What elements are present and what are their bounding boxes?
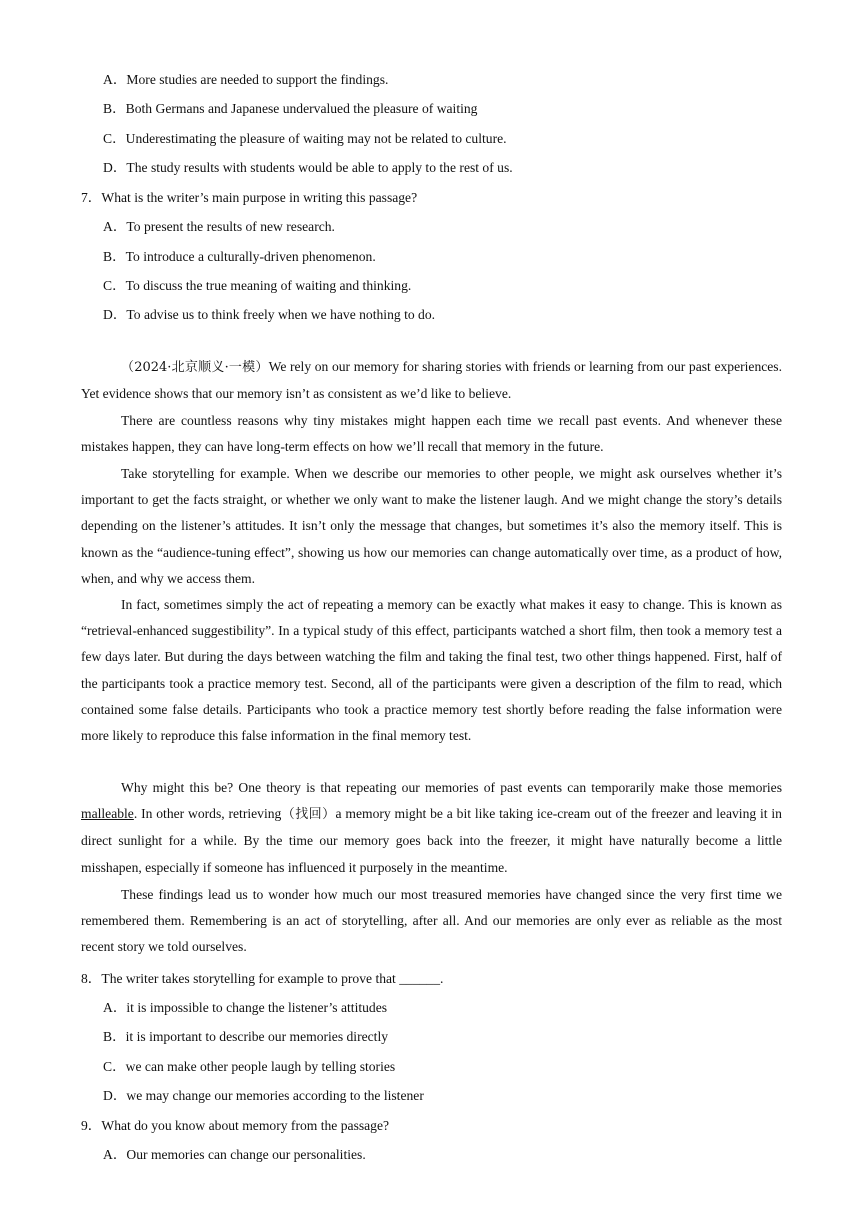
q8-stem: 8．The writer takes storytelling for example to prove that ______. [81, 971, 444, 986]
q7-option-d: D．To advise us to think freely when we have nothing to do. [103, 307, 436, 322]
passage-paragraph-2: There are countless reasons why tiny mistakes might happen each time we recall past events. And whenever these mistakes happen, they can have long-term effects on how we’ll recall that memory in the future. [81, 413, 782, 455]
passage-source: （2024·北京顺义·一模） [121, 360, 269, 375]
underlined-word: malleable [81, 806, 134, 822]
q8-option-c: C．we can make other people laugh by telling stories [103, 1059, 396, 1074]
q8-option-b: B．it is important to describe our memories directly [103, 1029, 389, 1044]
passage-paragraph-3: Take storytelling for example. When we describe our memories to other people, we might ask ourselves whether it’s important to get the facts straight, or whether we only want to make the listener laugh. And we might change the story’s details depending on the listener’s attitudes. It isn’t only the message that changes, but sometimes it’s also the memory itself. This is known as the “audience-tuning effect”, showing us how our memories can change automatically over time, as a product of how, when, and why we access them. [81, 466, 782, 586]
p5-middle: . In other words, retrieving [133, 806, 282, 822]
q8-option-d: D．we may change our memories according to the listener [103, 1088, 424, 1103]
q7-option-c: C．To discuss the true meaning of waiting and thinking. [103, 278, 412, 293]
q9-option-a: A．Our memories can change our personalities. [103, 1147, 366, 1162]
q6-option-d: D．The study results with students would be able to apply to the rest of us. [103, 160, 513, 175]
passage-p1-text: We rely on our memory for sharing stories with friends or learning from our past experiences. Yet evidence shows that our memory isn’t as consistent as we’d like to believe. [81, 359, 782, 402]
q6-option-c: C．Underestimating the pleasure of waiting may not be related to culture. [103, 131, 507, 146]
passage-paragraph-5 [81, 775, 782, 881]
q7-option-b: B．To introduce a culturally-driven phenomenon. [103, 249, 376, 264]
q7-stem: 7．What is the writer’s main purpose in writing this passage? [81, 190, 418, 205]
q9-stem: 9．What do you know about memory from the passage? [81, 1118, 390, 1133]
passage-paragraph-6: These findings lead us to wonder how much our most treasured memories have changed since the very first time we remembered them. Remembering is an act of storytelling, after all. And our memories are only ever as reliable as the most recent story we told ourselves. [81, 887, 782, 955]
passage-paragraph-4: In fact, sometimes simply the act of repeating a memory can be exactly what makes it easy to change. This is known as “retrieval-enhanced suggestibility”. In a typical study of this effect, participants watched a short film, then took a memory test a few days later. But during the days between watching the film and taking the final test, two other things happened. First, half of the participants took a practice memory test. Second, all of the participants were given a description of the film to read, which contained some false details. Participants who took a practice memory test shortly before reading the false information were more likely to reproduce this false information in the final memory test. [81, 597, 782, 744]
p5-after: a memory might be a bit like taking ice-cream out of the freezer and leaving it in direct sunlight for a while. By the time our memory goes back into the freezer, it might have naturally become a little misshapen, especially if someone has influenced it purposely in the meantime. [81, 806, 782, 875]
passage-paragraph-1 [81, 354, 782, 407]
q6-option-b: B．Both Germans and Japanese undervalued the pleasure of waiting [103, 101, 478, 116]
p5-before: Why might this be? One theory is that repeating our memories of past events can temporarily make those memories [121, 780, 782, 795]
q7-option-a: A．To present the results of new research. [103, 219, 335, 234]
q8-option-a: A．it is impossible to change the listener’s attitudes [103, 1000, 388, 1015]
q6-option-a: A．More studies are needed to support the findings. [103, 72, 389, 87]
chinese-gloss: （找回） [281, 807, 336, 823]
